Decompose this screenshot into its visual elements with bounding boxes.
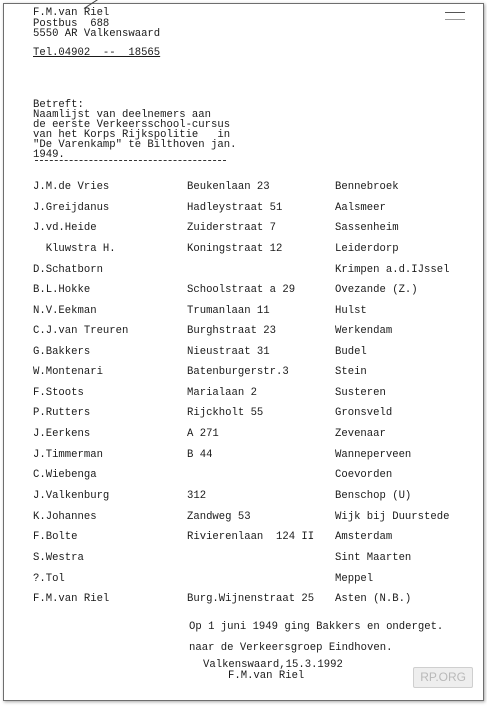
corner-mark [445, 12, 465, 20]
participant-place: Sassenheim [335, 222, 399, 234]
list-item [4, 347, 483, 361]
participant-place: Hulst [335, 305, 367, 317]
subject-line: 1949. [33, 149, 65, 161]
participant-address: Zuiderstraat 7 [187, 222, 277, 234]
participant-place: Asten (N.B.) [335, 593, 412, 605]
list-item [4, 265, 483, 279]
participant-place: Ovezande (Z.) [335, 284, 418, 296]
participant-place: Budel [335, 346, 367, 358]
participant-name: J.Timmerman [33, 449, 103, 461]
participant-name: ?.Tol [33, 573, 65, 585]
participant-address: Batenburgerstr.3 [187, 366, 289, 378]
participant-name: B.L.Hokke [33, 284, 91, 296]
participant-place: Susteren [335, 387, 386, 399]
participant-place: Stein [335, 366, 367, 378]
participant-name: W.Montenari [33, 366, 103, 378]
participant-name: C.J.van Treuren [33, 325, 129, 337]
participant-place: Zevenaar [335, 428, 386, 440]
participant-place: Aalsmeer [335, 202, 386, 214]
document-page [3, 3, 484, 701]
participant-name: G.Bakkers [33, 346, 91, 358]
sender-city: 5550 AR Valkenswaard [33, 28, 161, 40]
list-item [4, 367, 483, 381]
participant-place: Wijk bij Duurstede [335, 511, 450, 523]
participant-address: Burg.Wijnenstraat 25 [187, 593, 315, 605]
participant-address: Marialaan 2 [187, 387, 257, 399]
participant-address: Koningstraat 12 [187, 243, 283, 255]
subject-label: Betreft: [33, 99, 84, 111]
list-item [4, 244, 483, 258]
participant-address: Rijckholt 55 [187, 407, 264, 419]
list-item [4, 491, 483, 505]
place-date: Valkenswaard,15.3.1992 [203, 659, 343, 671]
list-item [4, 326, 483, 340]
list-item [4, 203, 483, 217]
participant-place: Krimpen a.d.IJssel [335, 264, 450, 276]
participant-name: S.Westra [33, 552, 84, 564]
list-item [4, 470, 483, 484]
participant-name: J.vd.Heide [33, 222, 97, 234]
sender-name: F.M.van Riel [33, 7, 110, 19]
participant-name: J.Eerkens [33, 428, 91, 440]
participant-place: Gronsveld [335, 407, 393, 419]
participant-place: Coevorden [335, 469, 393, 481]
list-item [4, 450, 483, 464]
list-item [4, 594, 483, 608]
participant-address: A 271 [187, 428, 219, 440]
participant-address: Zandweg 53 [187, 511, 251, 523]
participant-address: Rivierenlaan 124 II [187, 531, 315, 543]
participant-place: Werkendam [335, 325, 393, 337]
participant-name: D.Schatborn [33, 264, 103, 276]
list-item [4, 388, 483, 402]
participant-address: 312 [187, 490, 207, 502]
participant-name: P.Rutters [33, 407, 91, 419]
participant-name: J.Valkenburg [33, 490, 110, 502]
participant-name: K.Johannes [33, 511, 97, 523]
participant-address: Hadleystraat 51 [187, 202, 283, 214]
subject-line: "De Varenkamp" te Bilthoven jan. [33, 139, 237, 151]
participant-place: Amsterdam [335, 531, 393, 543]
participant-name: J.M.de Vries [33, 181, 110, 193]
list-item [4, 182, 483, 196]
participant-name: F.Bolte [33, 531, 78, 543]
list-item [4, 285, 483, 299]
list-item [4, 429, 483, 443]
participant-place: Sint Maarten [335, 552, 412, 564]
subject-line: de eerste Verkeersschool-cursus [33, 119, 231, 131]
participant-name: Kluwstra H. [33, 243, 116, 255]
participant-place: Wanneperveen [335, 449, 412, 461]
list-item [4, 532, 483, 546]
participant-place: Benschop (U) [335, 490, 412, 502]
participant-name: F.M.van Riel [33, 593, 110, 605]
list-item [4, 512, 483, 526]
participant-place: Leiderdorp [335, 243, 399, 255]
watermark-logo: RP.ORG [413, 667, 473, 688]
note-line: naar de Verkeersgroep Eindhoven. [189, 642, 393, 654]
subject-underline [35, 160, 226, 161]
note-line: Op 1 juni 1949 ging Bakkers en onderget. [189, 621, 444, 633]
participant-address: Beukenlaan 23 [187, 181, 270, 193]
participant-address: Schoolstraat a 29 [187, 284, 296, 296]
list-item [4, 408, 483, 422]
participant-address: B 44 [187, 449, 213, 461]
list-item [4, 223, 483, 237]
participant-address: Burghstraat 23 [187, 325, 277, 337]
participant-name: C.Wiebenga [33, 469, 97, 481]
sender-tel: Tel.04902 -- 18565 [33, 47, 161, 59]
subject-line: van het Korps Rijkspolitie in [33, 129, 231, 141]
participant-name: N.V.Eekman [33, 305, 97, 317]
participant-name: F.Stoots [33, 387, 84, 399]
participant-name: J.Greijdanus [33, 202, 110, 214]
list-item [4, 574, 483, 588]
signature: F.M.van Riel [228, 670, 305, 682]
sender-postbus: Postbus 688 [33, 18, 110, 30]
list-item [4, 306, 483, 320]
subject-line: Naamlijst van deelnemers aan [33, 109, 212, 121]
list-item [4, 553, 483, 567]
participant-address: Trumanlaan 11 [187, 305, 270, 317]
participant-address: Nieustraat 31 [187, 346, 270, 358]
participant-place: Meppel [335, 573, 374, 585]
participant-place: Bennebroek [335, 181, 399, 193]
